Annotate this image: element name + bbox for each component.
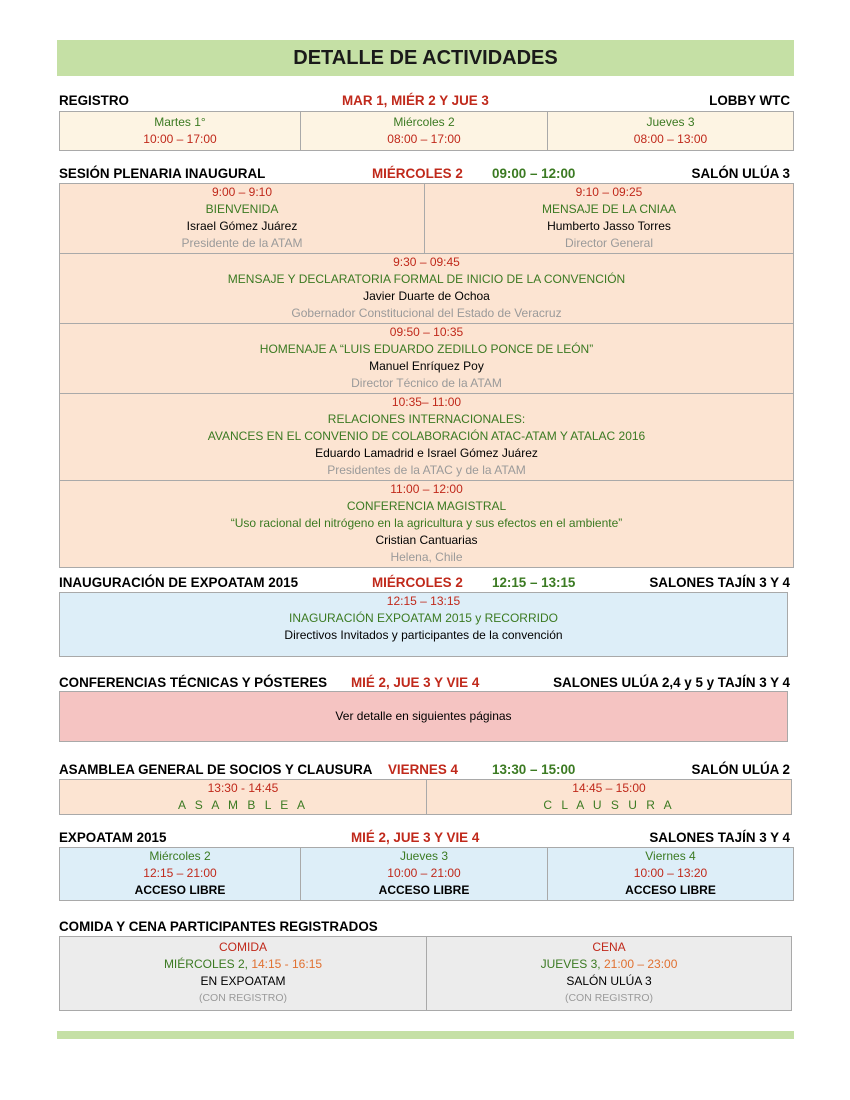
table-cell <box>60 481 793 567</box>
section-time: 12:15 – 13:15 <box>492 575 576 590</box>
table-cell <box>60 848 300 900</box>
cell-person: Eduardo Lamadrid e Israel Gómez Juárez <box>315 446 538 460</box>
cell-day: Martes 1° <box>154 115 206 129</box>
section-header-expoatam <box>59 830 790 848</box>
cell-day: Miércoles 2 <box>149 849 211 863</box>
cell-access: ACCESO LIBRE <box>378 883 470 897</box>
section-name: REGISTRO <box>59 93 129 108</box>
cell-role: Helena, Chile <box>390 550 463 564</box>
cell-title: C L A U S U R A <box>543 798 675 812</box>
cell-title: BIENVENIDA <box>205 202 279 216</box>
table-cell <box>60 780 426 814</box>
section-header-expo-inaug <box>59 575 790 593</box>
cell-note: (CON REGISTRO) <box>564 992 654 1004</box>
cell-role: Director General <box>564 236 654 250</box>
cell-place: EN EXPOATAM <box>200 974 286 988</box>
cell-time: 10:00 – 13:20 <box>633 866 708 880</box>
cell-time: 12:15 – 21:00 <box>143 866 217 880</box>
cell-title: AVANCES EN EL CONVENIO DE COLABORACIÓN ATAC-ATAM Y ATALAC 2016 <box>207 429 646 443</box>
section-time: 13:30 – 15:00 <box>492 762 576 777</box>
section-place: SALÓN ULÚA 3 <box>691 166 790 181</box>
cell-title: CENA <box>592 940 626 954</box>
cell-title: RELACIONES INTERNACIONALES: <box>327 412 526 426</box>
cell-role: Presidentes de la ATAC y de la ATAM <box>327 463 526 477</box>
cell-person: Israel Gómez Juárez <box>186 219 298 233</box>
table-comida <box>59 936 792 1011</box>
cell-time: 08:00 – 17:00 <box>387 132 461 146</box>
cell-title: HOMENAJE A “LUIS EDUARDO ZEDILLO PONCE DE LEÓN” <box>259 342 594 356</box>
section-dates: MIÉ 2, JUE 3 Y VIE 4 <box>351 830 480 845</box>
cell-role: Gobernador Constitucional del Estado de Veracruz <box>291 306 562 320</box>
cell-access: ACCESO LIBRE <box>625 883 716 897</box>
section-place: LOBBY WTC <box>709 93 790 108</box>
table-cell <box>60 937 426 1010</box>
section-dates: MIÉ 2, JUE 3 Y VIE 4 <box>351 675 480 690</box>
section-name: COMIDA Y CENA PARTICIPANTES REGISTRADOS <box>59 919 378 934</box>
section-time: 09:00 – 12:00 <box>492 166 576 181</box>
section-place: SALÓN ULÚA 2 <box>691 762 790 777</box>
cell-day: Miércoles 2 <box>393 115 455 129</box>
cell-place: SALÓN ULÚA 3 <box>566 974 652 988</box>
table-cell <box>60 112 300 150</box>
section-dates: MIÉRCOLES 2 <box>372 166 463 181</box>
section-header-comida <box>59 919 790 937</box>
table-cell <box>60 324 793 393</box>
cell-access: ACCESO LIBRE <box>134 883 226 897</box>
cell-time: 9:30 – 09:45 <box>393 255 460 269</box>
section-place: SALONES TAJÍN 3 Y 4 <box>649 830 790 845</box>
table-registro <box>59 111 794 151</box>
table-cell <box>426 780 791 814</box>
section-name: INAUGURACIÓN DE EXPOATAM 2015 <box>59 575 299 590</box>
section-header-registro <box>59 93 790 111</box>
table-cell <box>547 112 793 150</box>
cell-time: 10:00 – 17:00 <box>143 132 217 146</box>
section-dates: MIÉRCOLES 2 <box>372 575 463 590</box>
cell-title: MENSAJE DE LA CNIAA <box>541 202 677 216</box>
cell-time: 09:50 – 10:35 <box>389 325 464 339</box>
cell-day: Jueves 3 <box>646 115 695 129</box>
table-cell <box>60 184 424 253</box>
cell-title: “Uso racional del nitrógeno en la agricultura y sus efectos en el ambiente” <box>230 516 623 530</box>
cell-time: 21:00 – 23:00 <box>603 957 678 971</box>
section-dates: MAR 1, MIÉR 2 Y JUE 3 <box>342 93 489 108</box>
section-header-plenaria <box>59 166 790 184</box>
cell-time: 12:15 – 13:15 <box>386 594 461 608</box>
detail-note: Ver detalle en siguientes páginas <box>335 709 512 723</box>
cell-time: 11:00 – 12:00 <box>390 482 463 496</box>
section-place: SALONES TAJÍN 3 Y 4 <box>649 575 790 590</box>
table-cell <box>60 593 787 644</box>
cell-day: MIÉRCOLES 2, <box>163 957 248 971</box>
cell-time: 10:00 – 21:00 <box>387 866 461 880</box>
section-name: ASAMBLEA GENERAL DE SOCIOS Y CLAUSURA <box>59 762 373 777</box>
section-name: EXPOATAM 2015 <box>59 830 167 845</box>
table-cell <box>60 254 793 323</box>
table-cell <box>547 848 793 900</box>
table-cell <box>300 112 547 150</box>
section-name: CONFERENCIAS TÉCNICAS Y PÓSTERES <box>59 675 328 690</box>
table-asamblea <box>59 779 792 815</box>
page-title: DETALLE DE ACTIVIDADES <box>57 40 794 76</box>
cell-day: Jueves 3 <box>399 849 449 863</box>
table-conferencias <box>59 691 788 742</box>
footer-bar <box>57 1031 794 1039</box>
cell-title: A S A M B L E A <box>178 798 308 812</box>
cell-person: Cristian Cantuarias <box>375 533 478 547</box>
cell-person: Javier Duarte de Ochoa <box>363 289 490 303</box>
table-cell <box>300 848 547 900</box>
cell-person: Humberto Jasso Torres <box>547 219 671 233</box>
cell-title: MENSAJE Y DECLARATORIA FORMAL DE INICIO DE LA CONVENCIÓN <box>227 272 626 286</box>
cell-time: 9:00 – 9:10 <box>211 185 273 199</box>
section-place: SALONES ULÚA 2,4 y 5 y TAJÍN 3 Y 4 <box>553 675 790 690</box>
cell-role: Director Técnico de la ATAM <box>351 376 502 390</box>
cell-day: Viernes 4 <box>645 849 696 863</box>
cell-time: 14:45 – 15:00 <box>572 781 646 795</box>
cell-time: 08:00 – 13:00 <box>633 132 708 146</box>
cell-time: 9:10 – 09:25 <box>575 185 643 199</box>
cell-person: Manuel Enríquez Poy <box>369 359 484 373</box>
section-name: SESIÓN PLENARIA INAUGURAL <box>59 166 266 181</box>
table-expo-inaug <box>59 592 788 657</box>
cell-time: 14:15 - 16:15 <box>251 957 323 971</box>
cell-day: JUEVES 3, <box>540 957 601 971</box>
table-expoatam <box>59 847 794 901</box>
table-cell <box>426 937 791 1010</box>
cell-note: (CON REGISTRO) <box>198 992 288 1004</box>
section-header-asamblea <box>59 762 790 780</box>
cell-person: Directivos Invitados y participantes de la convención <box>284 628 563 642</box>
table-plenaria <box>59 183 794 568</box>
cell-title: INAGURACIÓN EXPOATAM 2015 y RECORRIDO <box>289 611 558 625</box>
cell-title: CONFERENCIA MAGISTRAL <box>346 499 507 513</box>
cell-role: Presidente de la ATAM <box>181 236 303 250</box>
table-cell <box>60 394 793 480</box>
cell-time: 13:30 - 14:45 <box>207 781 279 795</box>
section-dates: VIERNES 4 <box>388 762 458 777</box>
table-cell <box>424 184 793 253</box>
cell-time: 10:35– 11:00 <box>391 395 462 409</box>
cell-title: COMIDA <box>219 940 267 954</box>
